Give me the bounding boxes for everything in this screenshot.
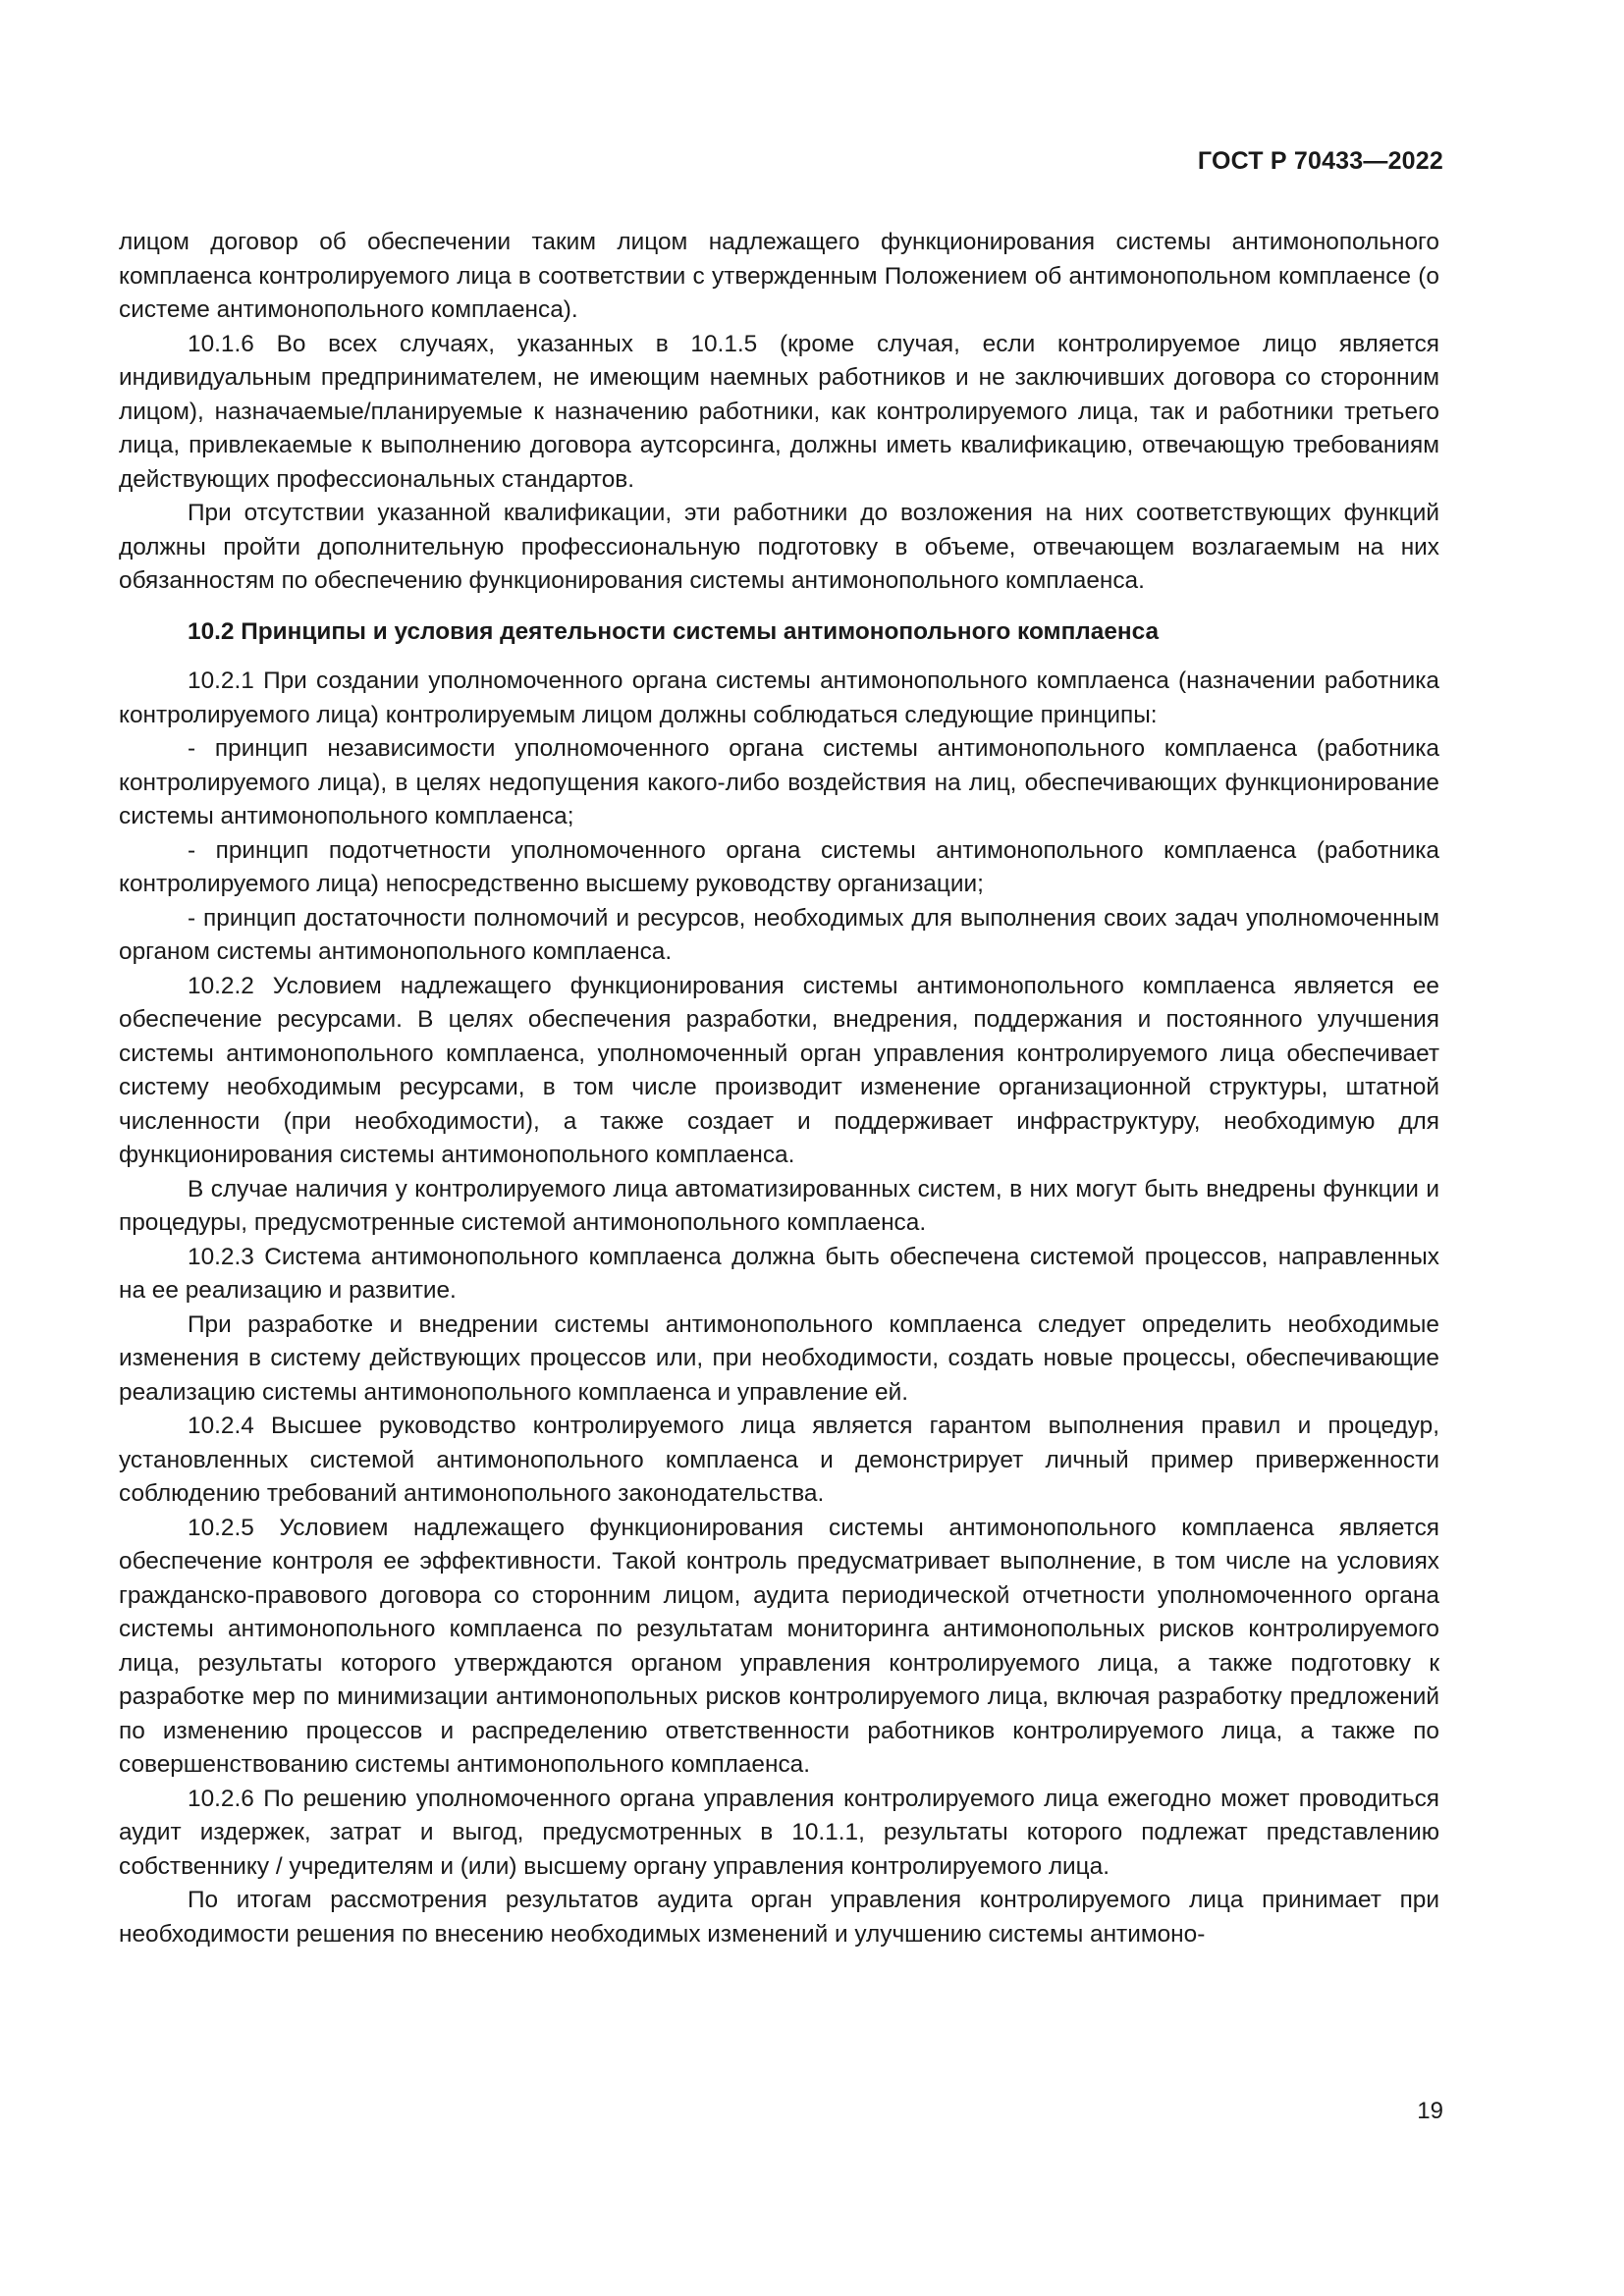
paragraph-audit-results: По итогам рассмотрения результатов аудита орган управления контролируемого лица принимает при необходимости решения по внесению необходимых изменений и улучшению системы антимоно- [119,1887,1439,1948]
paragraph-10-2-1: 10.2.1 При создании уполномоченного органа системы антимонопольного комплаенса (назначении работника контролируемого лица) контролируемым лицом должны соблюдаться следующие принципы: [119,667,1439,728]
list-item-independence: - принцип независимости уполномоченного органа системы антимонопольного комплаенса (работника контролируемого лица), в целях недопущения какого-либо воздействия на лиц, обеспечивающих функционирование системы антимонопольного комплаенса; [119,735,1439,829]
standard-header: ГОСТ Р 70433—2022 [1197,147,1443,175]
body-text [119,226,1439,1951]
paragraph-automated-systems: В случае наличия у контролируемого лица автоматизированных систем, в них могут быть внедрены функции и процедуры, предусмотренные системой антимонопольного комплаенса. [119,1175,1439,1236]
paragraph-10-2-3: 10.2.3 Система антимонопольного комплаенса должна быть обеспечена системой процессов, направленных на ее реализацию и развитие. [119,1243,1439,1304]
section-heading-10-2: 10.2 Принципы и условия деятельности системы антимонопольного комплаенса [188,617,1160,645]
paragraph-10-2-2: 10.2.2 Условием надлежащего функционирования системы антимонопольного комплаенса является ее обеспечение ресурсами. В целях обеспечения разработки, внедрения, поддержания и постоянного улучшения системы антимонопольного комплаенса, уполномоченный орган управления контролируемого лица обеспечивает систему необходимым ресурсами, в том числе производит изменение организационной структуры, штатной численности (при необходимости), а также создает и поддерживает инфраструктуру, необходимую для функционирования системы антимонопольного комплаенса. [119,972,1439,1168]
page-number: 19 [1417,2098,1443,2124]
list-item-accountability: - принцип подотчетности уполномоченного органа системы антимонопольного комплаенса (работника контролируемого лица) непосредственно высшему руководству организации; [119,836,1439,897]
paragraph-process-changes: При разработке и внедрении системы антимонопольного комплаенса следует определить необходимые изменения в систему действующих процессов или, при необходимости, создать новые процессы, обеспечивающие реализацию системы антимонопольного комплаенса и управление ей. [119,1310,1439,1406]
paragraph-10-2-5: 10.2.5 Условием надлежащего функционирования системы антимонопольного комплаенса является обеспечение контроля ее эффективности. Такой контроль предусматривает выполнение, в том числе на условиях гражданско-правового договора со сторонним лицом, аудита периодической отчетности уполномоченного органа системы антимонопольного комплаенса по результатам мониторинга антимонопольных рисков контролируемого лица, результаты которого утверждаются органом управления контролируемого лица, а также подготовку к разработке мер по минимизации антимонопольных рисков контролируемого лица, включая разработку предложений по изменению процессов и распределению ответственности работников контролируемого лица, а также по совершенствованию системы антимонопольного комплаенса. [119,1514,1439,1778]
paragraph-10-2-6: 10.2.6 По решению уполномоченного органа управления контролируемого лица ежегодно может проводиться аудит издержек, затрат и выгод, предусмотренных в 10.1.1, результаты которого подлежат представлению собственнику / учредителям и (или) высшему органу управления контролируемого лица. [119,1785,1439,1880]
paragraph-continuation: лицом договор об обеспечении таким лицом надлежащего функционирования системы антимонопольного комплаенса контролируемого лица в соответствии с утвержденным Положением об антимонопольном комплаенсе (о системе антимонопольного комплаенса). [119,229,1439,323]
paragraph-qualification: При отсутствии указанной квалификации, эти работники до возложения на них соответствующих функций должны пройти дополнительную профессиональную подготовку в объеме, отвечающем возлагаемым на них обязанностям по обеспечению функционирования системы антимонопольного комплаенса. [119,500,1439,594]
list-item-sufficiency: - принцип достаточности полномочий и ресурсов, необходимых для выполнения своих задач уполномоченным органом системы антимонопольного комплаенса. [119,904,1439,965]
paragraph-10-1-6: 10.1.6 Во всех случаях, указанных в 10.1.5 (кроме случая, если контролируемое лицо является индивидуальным предпринимателем, не имеющим наемных работников и не заключивших договора со сторонним лицом), назначаемые/планируемые к назначению работники, как контролируемого лица, так и работники третьего лица, привлекаемые к выполнению договора аутсорсинга, должны иметь квалификацию, отвечающую требованиям действующих профессиональных стандартов. [119,330,1439,493]
paragraph-10-2-4: 10.2.4 Высшее руководство контролируемого лица является гарантом выполнения правил и процедур, установленных системой антимонопольного комплаенса и демонстрирует личный пример приверженности соблюдению требований антимонопольного законодательства. [119,1413,1439,1507]
